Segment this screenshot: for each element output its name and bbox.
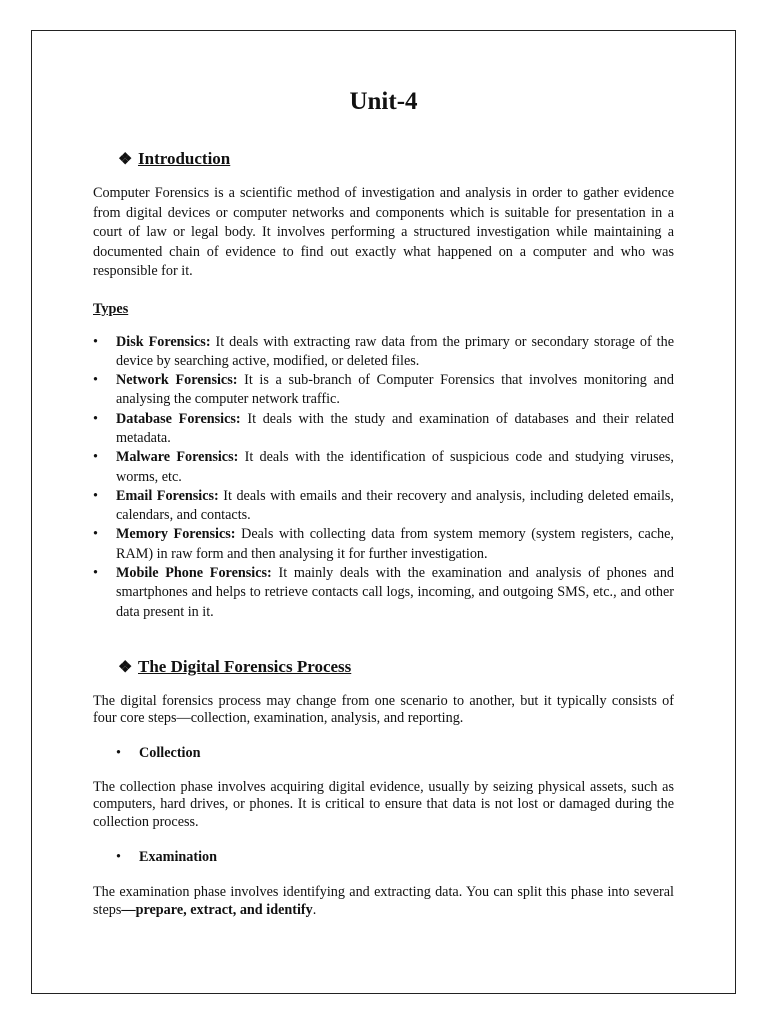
types-list-item	[93, 333, 674, 372]
examination-heading	[93, 848, 674, 867]
bullet-icon: •	[93, 333, 98, 350]
types-list-item	[93, 371, 674, 410]
types-list-item	[93, 564, 674, 622]
process-heading-text: The Digital Forensics Process	[138, 656, 352, 676]
type-term: Disk Forensics:	[116, 333, 211, 350]
examination-text: The examination phase involves identifying and extracting data. You can split this phase into several steps	[93, 884, 674, 918]
document-body	[93, 86, 674, 919]
bullet-icon: •	[93, 487, 98, 504]
collection-paragraph: The collection phase involves acquiring digital evidence, usually by seizing physical assets, such as computers, hard drives, or phones. It is critical to ensure that data is not lost or damaged during the collection process.	[93, 778, 674, 830]
diamond-bullet-icon: ❖	[118, 151, 133, 168]
process-paragraph: The digital forensics process may change from one scenario to another, but it typically consists of four core steps—collection, examination, analysis, and reporting.	[93, 692, 674, 726]
type-description: It deals with the identification of suspicious code and studying viruses, worms, etc.	[116, 449, 674, 485]
bullet-icon: •	[93, 449, 98, 466]
type-term: Network Forensics:	[116, 372, 238, 389]
bullet-icon: •	[116, 849, 121, 866]
bullet-icon: •	[93, 372, 98, 389]
intro-heading	[118, 148, 674, 171]
type-description: It deals with emails and their recovery and analysis, including deleted emails, calendars, and contacts.	[116, 487, 674, 524]
types-list-item	[93, 410, 674, 449]
types-list-item	[93, 525, 674, 564]
intro-paragraph: Computer Forensics is a scientific method of investigation and analysis in order to gather evidence from digital devices or computer networks and components which is suitable for presentation in a court of law or legal body. It involves performing a structured investigation while maintaining a documented chain of evidence to find out exactly what happened on a computer and who was responsible for it.	[93, 185, 674, 279]
examination-end: .	[312, 901, 317, 918]
collection-label: Collection	[139, 744, 201, 761]
type-description: It deals with extracting raw data from the primary or secondary storage of the device by searching active, modified, or deleted files.	[116, 333, 674, 369]
type-description: It deals with the study and examination of databases and their related metadata.	[116, 410, 674, 446]
type-description: It is a sub-branch of Computer Forensics that involves monitoring and analysing the computer network traffic.	[116, 372, 674, 408]
type-term: Mobile Phone Forensics:	[116, 565, 272, 582]
types-list-item	[93, 448, 674, 487]
type-term: Email Forensics:	[116, 487, 219, 504]
intro-heading-text: Introduction	[138, 149, 231, 168]
type-description: Deals with collecting data from system memory (system registers, cache, RAM) in raw form and then analysing it for further investigation.	[116, 526, 674, 562]
examination-steps: —prepare, extract, and identify	[121, 901, 313, 918]
types-list	[93, 333, 674, 622]
types-list-item	[93, 487, 674, 526]
diamond-bullet-icon: ❖	[118, 658, 133, 676]
type-description: It mainly deals with the examination and analysis of phones and smartphones and helps to retrieve contacts call logs, incoming, and outgoing SMS, etc., and other data present in it.	[116, 565, 675, 620]
bullet-icon: •	[93, 526, 98, 543]
bullet-icon: •	[116, 744, 121, 761]
types-heading: Types	[93, 300, 129, 317]
page-title: Unit-4	[349, 88, 418, 115]
bullet-icon: •	[93, 410, 98, 427]
collection-heading	[93, 744, 674, 763]
type-term: Memory Forensics:	[116, 526, 236, 543]
type-term: Malware Forensics:	[116, 449, 239, 466]
examination-label: Examination	[139, 849, 218, 866]
process-heading	[118, 656, 674, 679]
bullet-icon: •	[93, 565, 98, 582]
type-term: Database Forensics:	[116, 410, 241, 427]
examination-paragraph	[93, 884, 674, 919]
